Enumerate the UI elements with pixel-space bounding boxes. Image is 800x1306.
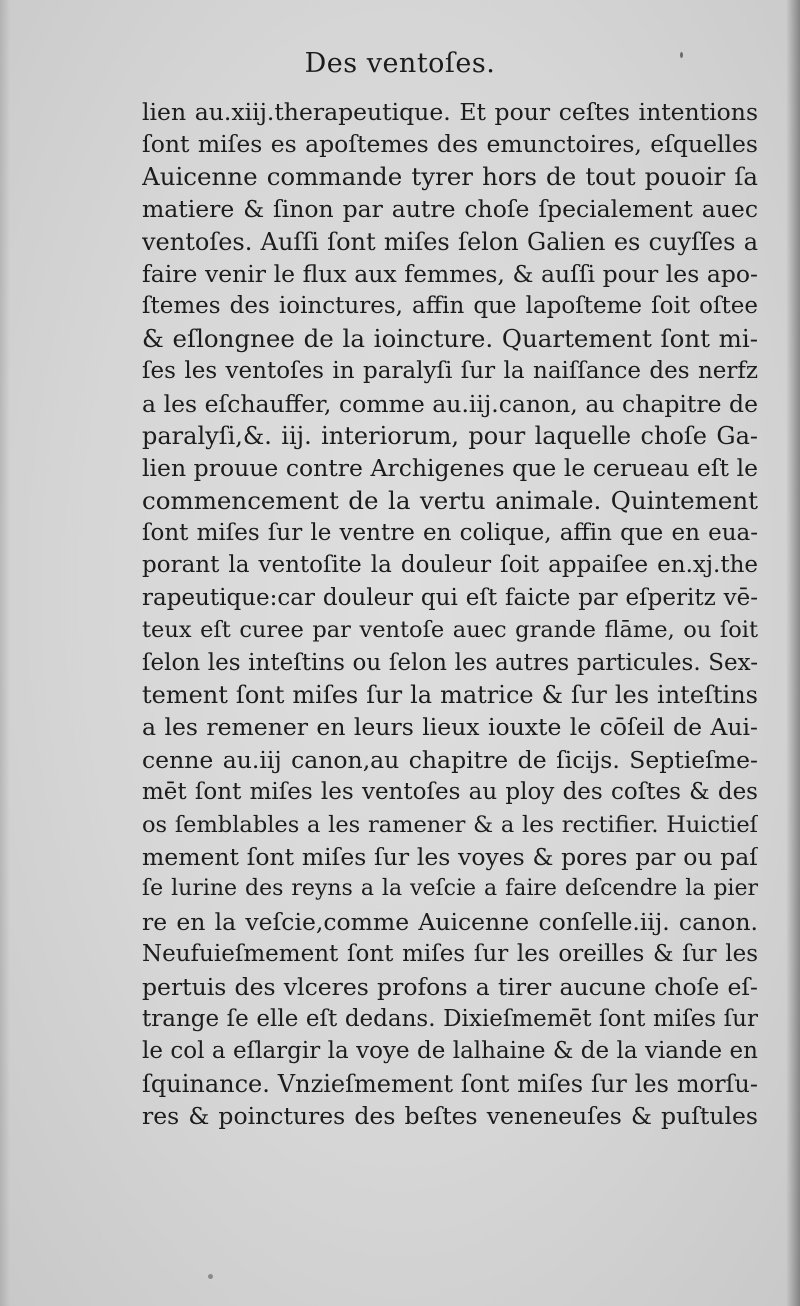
text-line: os ſemblables a les ramener & a les rectifier. Huictieſ (142, 811, 758, 838)
text-line: a les remener en leurs lieux iouxte le cōſeil de Aui- (142, 713, 758, 742)
text-line: tement ſont miſes ſur la matrice & ſur les inteſtins (142, 681, 758, 710)
paper-speck (680, 52, 683, 58)
text-line: matiere & ſinon par autre choſe ſpecialement auec (142, 195, 758, 224)
text-line: mēt ſont miſes les ventoſes au ploy des coſtes & des (142, 779, 758, 806)
text-line: teux eſt curee par ventoſe auec grande flāme, ou ſoit (142, 617, 758, 644)
text-line: Auicenne commande tyrer hors de tout pouoir ſa (142, 161, 758, 191)
text-line: le col a eſlargir la voye de lalhaine & de la viande en (142, 1038, 758, 1065)
text-line: a les eſchauffer, comme au.iij.canon, au chapitre de (142, 389, 758, 418)
text-line: ſe lurine des reyns a la veſcie a faire deſcendre la pier (142, 876, 758, 902)
text-line: ſtemes des ioinctures, affin que lapoſteme ſoit oſtee (142, 293, 758, 320)
text-line: ſelon les inteſtins ou ſelon les autres particules. Sex- (142, 649, 758, 676)
text-line: & eſlongnee de la ioincture. Quartement ſont mi- (142, 323, 758, 353)
text-line: lien au.xiij.therapeutique. Et pour ceſtes intentions (142, 98, 758, 126)
text-line: cenne au.iij canon,au chapitre de ſicijs. Septieſme- (142, 745, 758, 774)
text-line: faire venir le flux aux femmes, & auſſi pour les apo- (142, 259, 758, 288)
text-line: commencement de la vertu animale. Quintement (142, 485, 758, 515)
text-line: porant la ventoſite la douleur ſoit appaiſee en.xj.the (142, 552, 758, 579)
text-line: ſont miſes ſur le ventre en colique, affin que en eua- (142, 520, 758, 547)
text-line: Neufuieſmement ſont miſes ſur les oreilles & ſur les (142, 941, 758, 968)
text-line: trange ſe elle eſt dedans. Dixieſmemēt ſont miſes ſur (142, 1005, 758, 1032)
paper-speck (208, 1274, 213, 1279)
text-line: ſont miſes es apoſtemes des emunctoires, eſquelles (142, 130, 758, 159)
text-line: res & poinctures des beſtes veneneuſes & puſtules (142, 1102, 758, 1131)
text-line: pertuis des vlceres profons a tirer aucune choſe eſ- (142, 972, 758, 1001)
text-line: mement ſont miſes ſur les voyes & pores par ou paſ (142, 842, 758, 871)
text-line: ſquinance. Vnzieſmement ſont miſes ſur les morſu- (142, 1069, 758, 1098)
running-head: Des ventoſes. (304, 48, 496, 79)
text-line: ventoſes. Auſſi ſont miſes ſelon Galien es cuyſſes a (142, 227, 758, 256)
text-line: paralyſi,&. iij. interiorum, pour laquelle choſe Ga- (142, 421, 758, 450)
text-line: rapeutique:car douleur qui eſt faicte par eſperitz vē- (142, 584, 758, 611)
page-left-edge-shadow (0, 0, 10, 1306)
text-line: lien prouue contre Archigenes que le cerueau eſt le (142, 454, 758, 483)
body-text (142, 96, 758, 1133)
page-right-edge-shadow (786, 0, 800, 1306)
text-line: re en la veſcie,comme Auicenne conſelle.iij. canon. (142, 907, 758, 936)
text-line: ſes les ventoſes in paralyſi ſur la naiſſance des nerfz (142, 358, 758, 385)
